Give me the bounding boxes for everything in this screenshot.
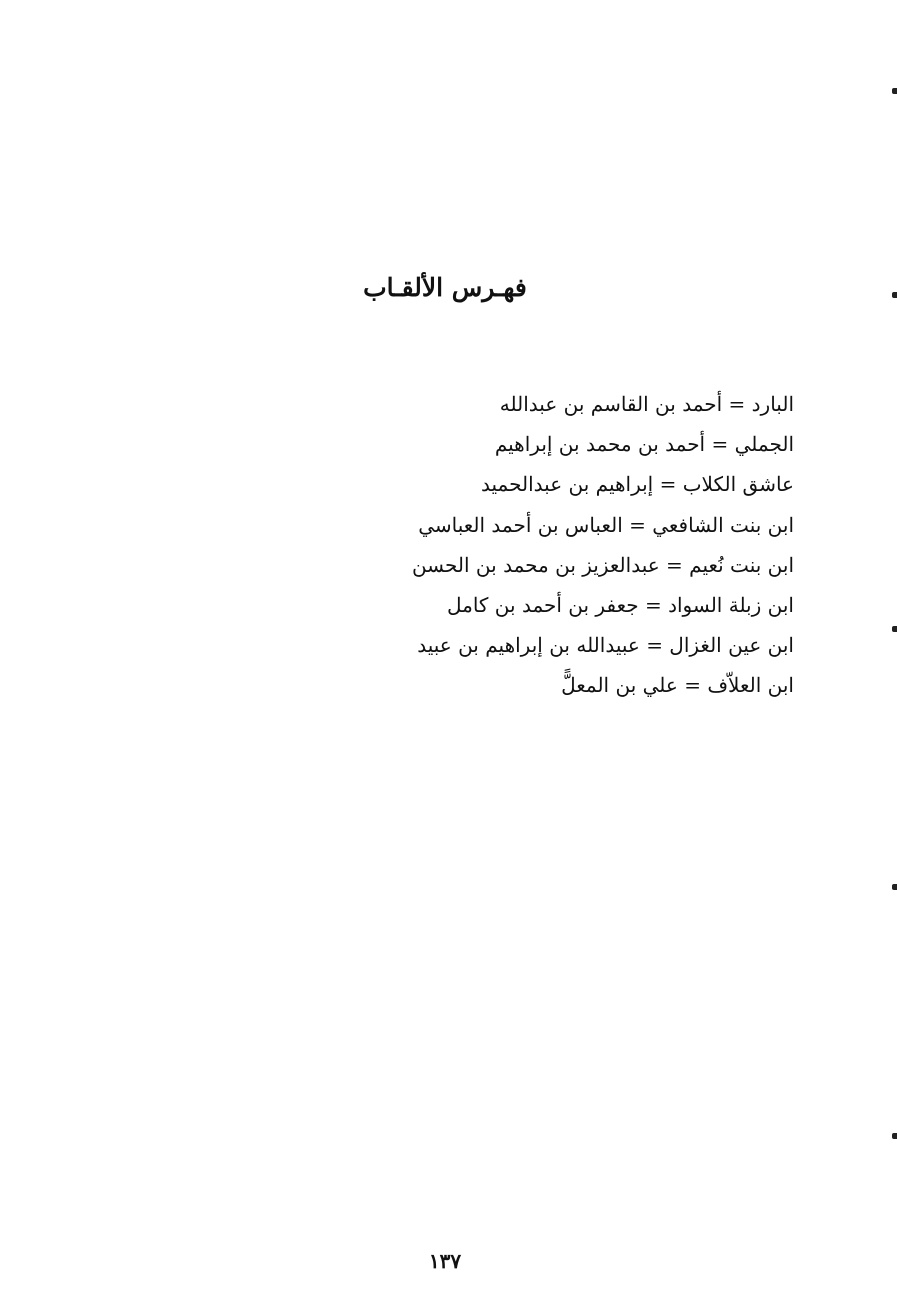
index-entry: ابن بنت الشافعي = العباس بن أحمد العباسي (418, 512, 794, 537)
index-entry: عاشق الكلاب = إبراهيم بن عبدالحميد (481, 472, 794, 497)
index-entry: الجملي = أحمد بن محمد بن إبراهيم (494, 432, 794, 457)
scan-edge-mark (892, 626, 897, 632)
titles-index-list (374, 384, 794, 706)
index-entry: ابن زبلة السواد = جعفر بن أحمد بن كامل (446, 592, 794, 617)
scan-edge-mark (892, 88, 897, 94)
page-title: فهـرس الألقـاب (363, 273, 527, 302)
index-entry: البارد = أحمد بن القاسم بن عبدالله (499, 392, 794, 416)
scan-edge-mark (892, 292, 897, 298)
scan-edge-mark (892, 884, 897, 890)
index-entry: ابن بنت نُعيم = عبدالعزيز بن محمد بن الحسن (411, 552, 794, 577)
index-entry: ابن العلاّف = علي بن المعلًّ (561, 673, 794, 698)
page-number: ١٣٧ (428, 1249, 462, 1273)
scan-edge-mark (892, 1133, 897, 1139)
index-entry: ابن عين الغزال = عبيدالله بن إبراهيم بن عبيد (417, 633, 794, 658)
